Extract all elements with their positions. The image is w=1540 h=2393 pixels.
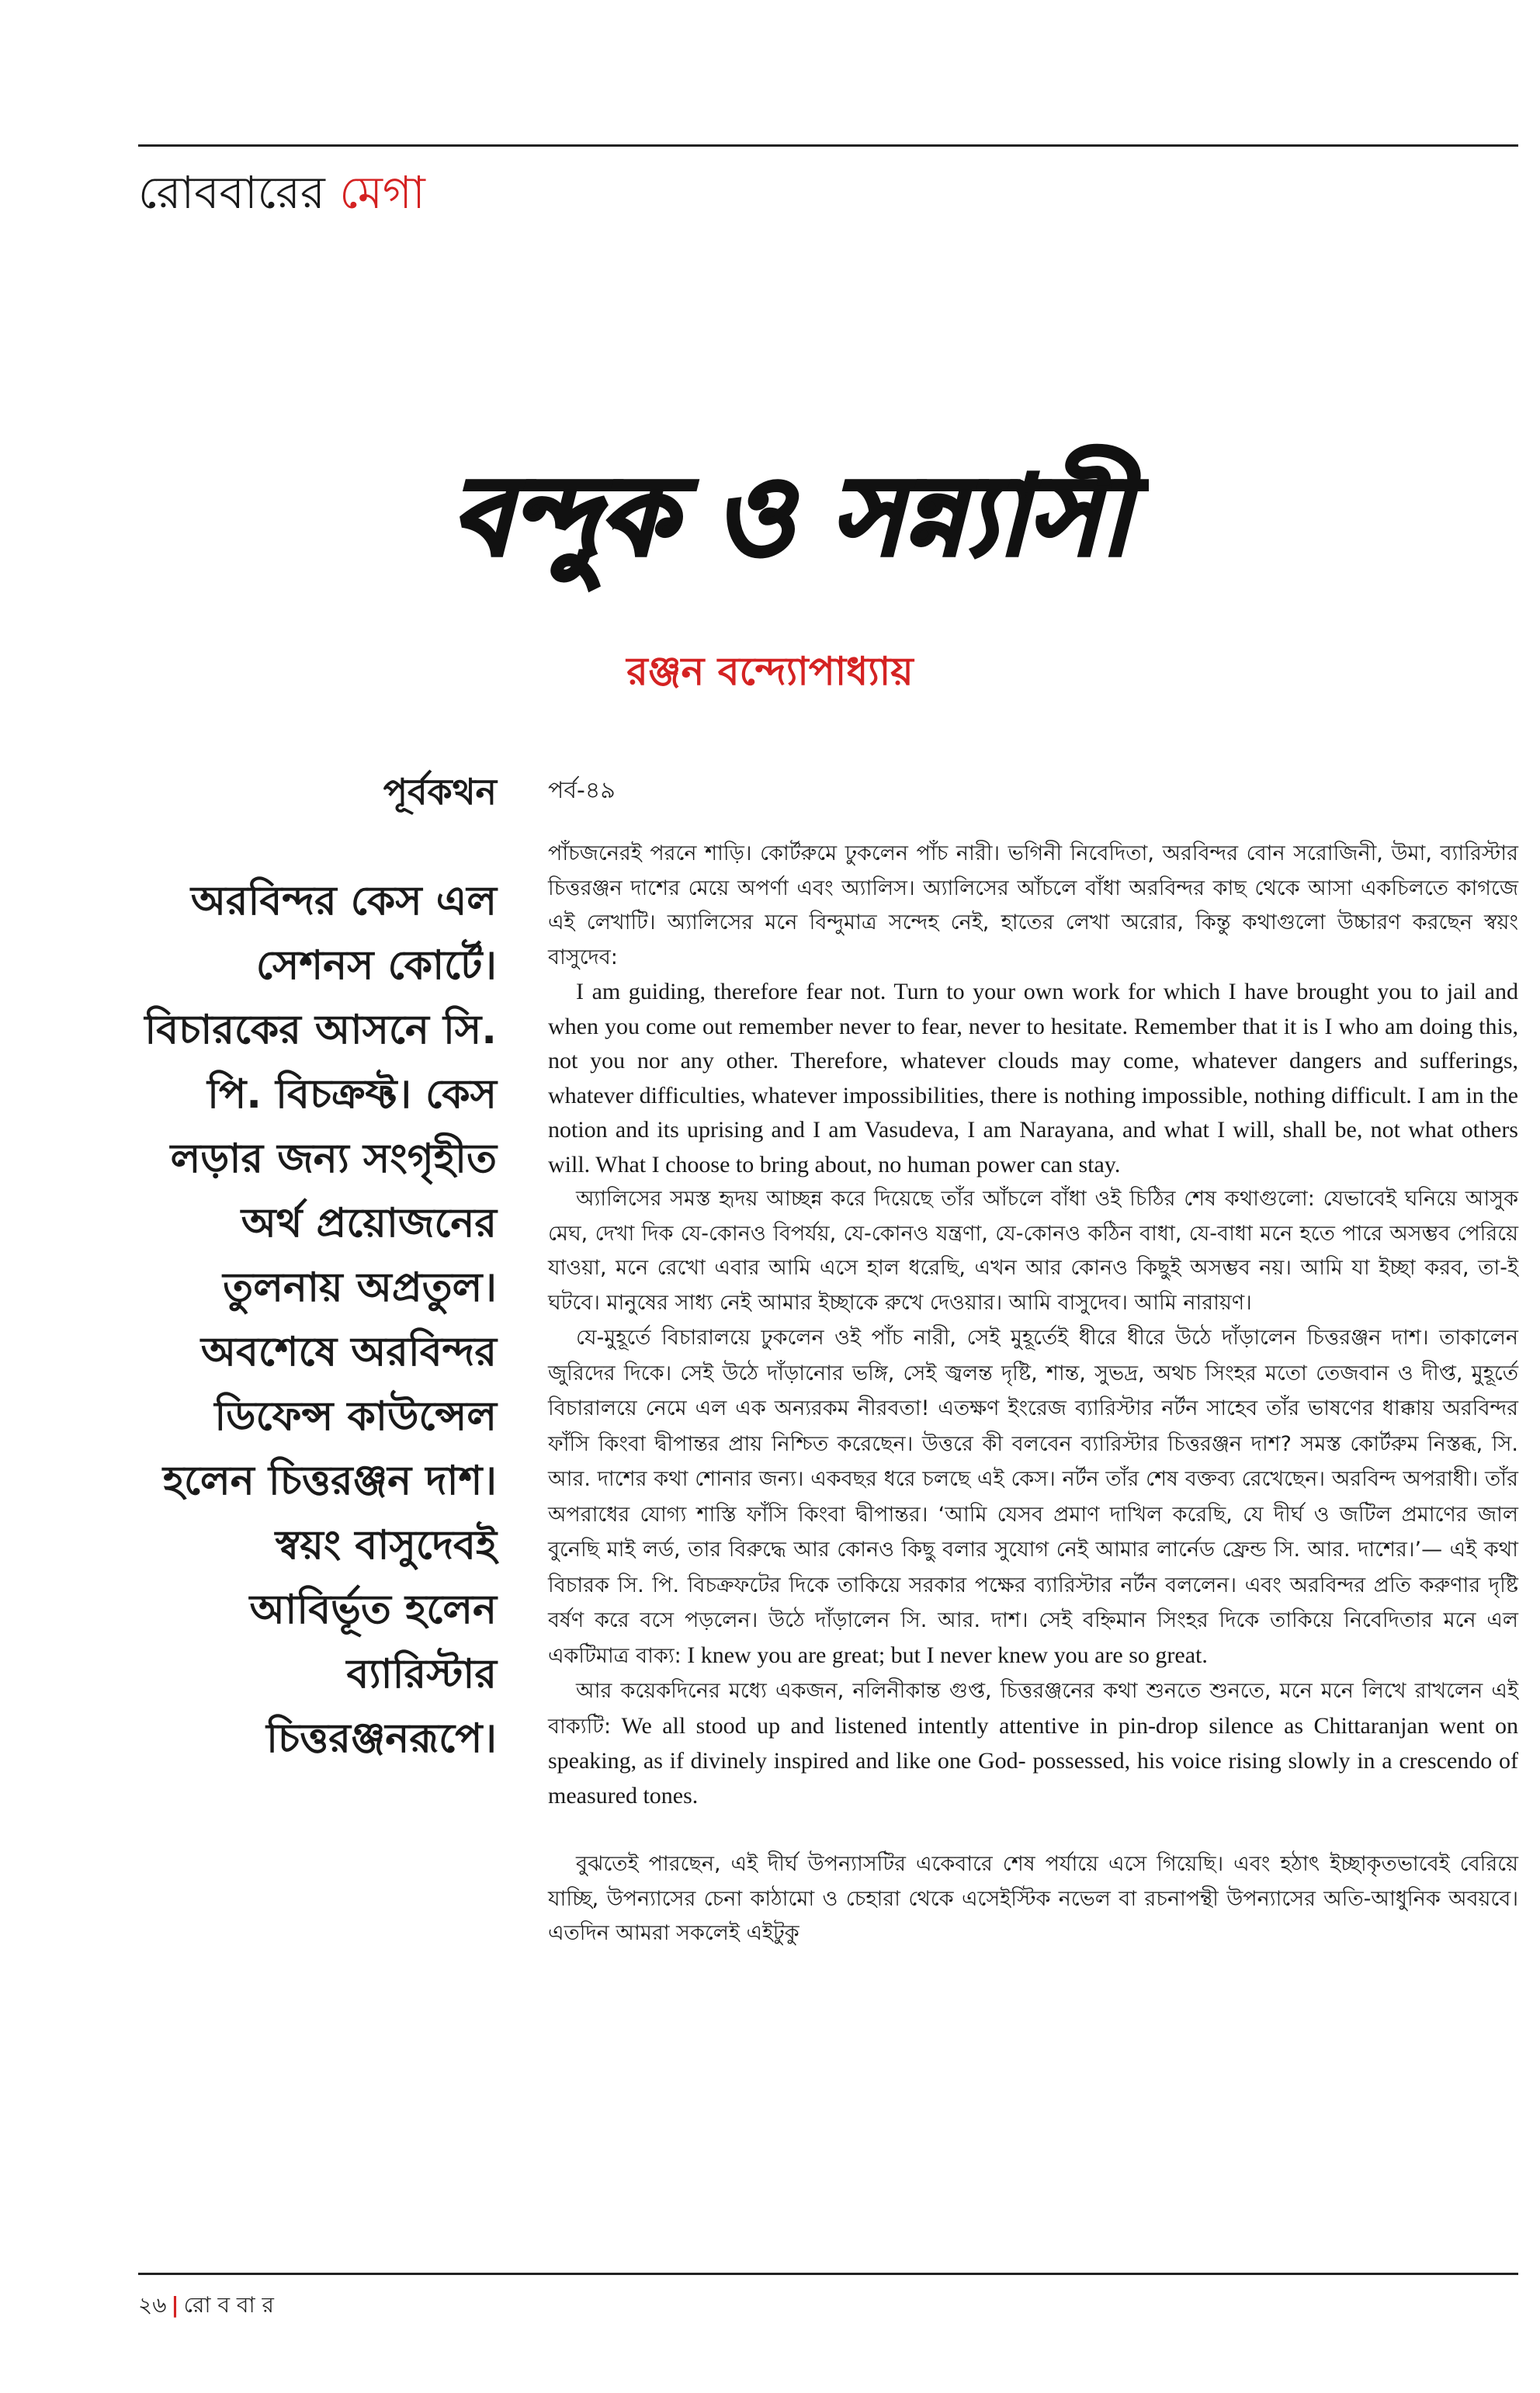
article-paragraph-4-english: I knew you are great; but I never knew you are so great. (687, 1642, 1208, 1668)
masthead-part1: রোববারের (138, 166, 325, 219)
bottom-rule (138, 2273, 1518, 2275)
masthead (138, 161, 425, 224)
article-paragraph-5-bengali: আর কয়েকদিনের মধ্যে একজন, নলিনীকান্ত গুপ্ত, চিত্তরঞ্জনের কথা শুনতে শুনতে, মনে মনে লিখে রাখলেন এই বাক্যটি: (548, 1679, 1518, 1739)
top-rule (138, 144, 1518, 147)
article-paragraph-4 (548, 1320, 1518, 1673)
article-paragraph-2: I am guiding, therefore fear not. Turn to your own work for which I have brought you to jail and when you come out remember never to fear, never to hesitate. Remember that it is I who am doing this, not you nor any other. Therefore, whatever clouds may come, whatever dangers and sufferings, whatever difficulties, whatever impossibilities, there is nothing impossible, nothing difficult. I am in the notion and its uprising and I am Vasudeva, I am Narayana, and what I will, shall be, not what others will. What I choose to bring about, no human power can stay. (548, 979, 1518, 1177)
pull-quote: অরবিন্দর কেস এল সেশনস কোর্টে। বিচারকের আসনে সি. পি. বিচক্রফ্ট। কেস লড়ার জন্য সংগৃহীত অর্থ প্রয়োজনের তুলনায় অপ্রতুল। অবশেষে অরবিন্দর ডিফেন্স কাউন্সেল হলেন চিত্তরঞ্জন দাশ। স্বয়ং বাসুদেবই আবির্ভূত হলেন ব্যারিস্টার চিত্তরঞ্জনরূপে। (144, 878, 497, 1762)
page-number: ২৬ (138, 2292, 167, 2318)
article-body (548, 837, 1518, 1951)
article-paragraph-6: বুঝতেই পারছেন, এই দীর্ঘ উপন্যাসটির একেবারে শেষ পর্যায়ে এসে গিয়েছি। এবং হঠাৎ ইচ্ছাকৃতভাবেই বেরিয়ে যাচ্ছি, উপন্যাসের চেনা কাঠামো ও চেহারা থেকে এসেইস্টিক নভেল বা রচনাপন্থী উপন্যাসের অতি-আধুনিক অবয়বে। এতদিন আমরা সকলেই এইটুকু (548, 1852, 1518, 1945)
article-paragraph-4-bengali: যে-মুহূর্তে বিচারালয়ে ঢুকলেন ওই পাঁচ নারী, সেই মুহূর্তেই ধীরে ধীরে উঠে দাঁড়ালেন চিত্তরঞ্জন দাশ। তাকালেন জুরিদের দিকে। সেই উঠে দাঁড়ানোর ভঙ্গি, সেই জ্বলন্ত দৃষ্টি, শান্ত, সুভদ্র, অথচ সিংহর মতো তেজবান ও দীপ্ত, মুহূর্তে বিচারালয়ে নেমে এল এক অন্যরকম নীরবতা! এতক্ষণ ইংরেজ ব্যারিস্টার নর্টন সাহেব তাঁর ভাষণের ধাক্কায় অরবিন্দর ফাঁসি কিংবা দ্বীপান্তর প্রায় নিশ্চিত করেছেন। উত্তরে কী বলবেন ব্যারিস্টার চিত্তরঞ্জন দাশ? সমস্ত কোর্টরুম নিস্তব্ধ, সি. আর. দাশের কথা শোনার জন্য। একবছর ধরে চলছে এই কেস। নর্টন তাঁর শেষ বক্তব্য রেখেছেন। অরবিন্দ অপরাধী। তাঁর অপরাধের যোগ্য শাস্তি ফাঁসি কিংবা দ্বীপান্তর। ‘আমি যেসব প্রমাণ দাখিল করেছি, যে দীর্ঘ ও জটিল প্রমাণের জাল বুনেছি মাই লর্ড, তার বিরুদ্ধে আর কোনও কিছু বলার সুযোগ নেই আমার লার্নেড ফ্রেন্ড সি. আর. দাশের।’— এই কথা বিচারক সি. পি. বিচক্রফটের দিকে তাকিয়ে সরকার পক্ষের ব্যারিস্টার নর্টন বললেন। এবং অরবিন্দর প্রতি করুণার দৃষ্টি বর্ষণ করে বসে পড়লেন। উঠে দাঁড়ালেন সি. আর. দাশ। সেই বহ্নিমান সিংহর দিকে তাকিয়ে নিবেদিতার মনে এল একটিমাত্র বাক্য: (548, 1326, 1518, 1668)
title-text: বন্দুক ও সন্ন্যাসী (452, 453, 1132, 580)
footer-separator: | (171, 2292, 179, 2318)
magazine-name: রো ব বা র (183, 2292, 274, 2318)
masthead-part2: মেগা (339, 166, 425, 219)
article-paragraph-1: পাঁচজনেরই পরনে শাড়ি। কোর্টরুমে ঢুকলেন পাঁচ নারী। ভগিনী নিবেদিতা, অরবিন্দর বোন সরোজিনী, উমা, ব্যারিস্টার চিত্তরঞ্জন দাশের মেয়ে অপর্ণা এবং অ্যালিস। অ্যালিসের আঁচলে বাঁধা অরবিন্দর কাছ থেকে আসা একচিলতে কাগজে এই লেখাটি। অ্যালিসের মনে বিন্দুমাত্র সন্দেহ নেই, হাতের লেখা অরোর, কিন্তু কথাগুলো উচ্চারণ করছেন স্বয়ং বাসুদেব: (548, 841, 1518, 969)
author-name: রঞ্জন বন্দ্যোপাধ্যায় (626, 649, 914, 694)
page-footer (138, 2288, 274, 2325)
article-paragraph-5-english: We all stood up and listened intently attentive in pin-drop silence as Chittaranjan went on speaking, as if divinely inspired and like one God- possessed, his voice rising slowly in a crescendo of measured tones. (548, 1712, 1518, 1809)
episode-number: পর্ব-৪৯ (548, 777, 616, 804)
sidebar-heading: পূর্বকথন (383, 771, 497, 813)
article-paragraph-3: অ্যালিসের সমস্ত হৃদয় আচ্ছন্ন করে দিয়েছে তাঁর আঁচলে বাঁধা ওই চিঠির শেষ কথাগুলো: যেভাবেই ঘনিয়ে আসুক মেঘ, দেখা দিক যে-কোনও বিপর্যয়, যে-কোনও যন্ত্রণা, যে-কোনও কঠিন বাধা, যে-বাধা মনে হতে পারে অসম্ভব পেরিয়ে যাওয়া, মনে রেখো এবার আমি এসে হাল ধরেছি, এখন আর কোনও কিছুই অসম্ভব নয়। আমি যা ইচ্ছা করব, তা-ই ঘটবে। মানুষের সাধ্য নেই আমার ইচ্ছাকে রুখে দেওয়ার। আমি বাসুদেব। আমি নারায়ণ। (548, 1187, 1518, 1315)
title-calligraphy (435, 425, 1149, 604)
article-paragraph-5 (548, 1673, 1518, 1813)
